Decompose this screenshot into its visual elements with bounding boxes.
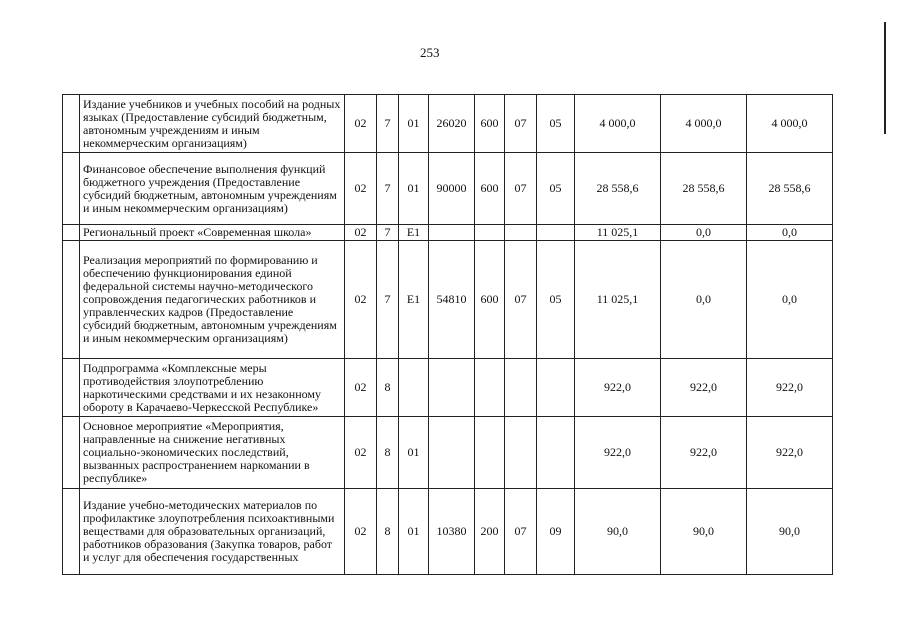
direction-code-cell: 26020 bbox=[429, 95, 475, 153]
measure-code-cell: 01 bbox=[399, 489, 429, 575]
subprogram-code-cell: 8 bbox=[377, 417, 399, 489]
section-cell: 07 bbox=[505, 95, 537, 153]
measure-code-cell: E1 bbox=[399, 241, 429, 359]
amount-year1-cell: 11 025,1 bbox=[575, 241, 661, 359]
program-code-cell: 02 bbox=[345, 241, 377, 359]
expense-type-cell bbox=[475, 359, 505, 417]
subsection-cell: 09 bbox=[537, 489, 575, 575]
subprogram-code-cell: 7 bbox=[377, 153, 399, 225]
section-cell: 07 bbox=[505, 153, 537, 225]
expense-type-cell bbox=[475, 225, 505, 241]
program-code-cell: 02 bbox=[345, 153, 377, 225]
row-number-cell bbox=[63, 359, 80, 417]
amount-year2-cell: 0,0 bbox=[661, 241, 747, 359]
page-edge-rule bbox=[884, 22, 886, 134]
expense-type-cell bbox=[475, 417, 505, 489]
table-row bbox=[63, 95, 833, 153]
row-name-cell: Издание учебно-методических материалов по профилактике злоупотребления психоактивными веществами для образовательных организаций, работников образования (Закупка товаров, работ и услуг для обеспечения государственных bbox=[80, 489, 345, 575]
row-name-cell: Финансовое обеспечение выполнения функций бюджетного учреждения (Предоставление субсидий бюджетным, автономным учреждениям и иным некоммерческим организациям) bbox=[80, 153, 345, 225]
table-row bbox=[63, 489, 833, 575]
amount-year3-cell: 0,0 bbox=[747, 225, 833, 241]
program-code-cell: 02 bbox=[345, 95, 377, 153]
amount-year1-cell: 922,0 bbox=[575, 417, 661, 489]
table-row bbox=[63, 241, 833, 359]
amount-year2-cell: 922,0 bbox=[661, 359, 747, 417]
program-code-cell: 02 bbox=[345, 225, 377, 241]
row-number-cell bbox=[63, 241, 80, 359]
measure-code-cell bbox=[399, 359, 429, 417]
amount-year2-cell: 4 000,0 bbox=[661, 95, 747, 153]
expense-type-cell: 600 bbox=[475, 95, 505, 153]
row-name-cell: Основное мероприятие «Мероприятия, направленные на снижение негативных социально-экономических последствий, вызванных распространением наркомании в республике» bbox=[80, 417, 345, 489]
table-row bbox=[63, 359, 833, 417]
program-code-cell: 02 bbox=[345, 417, 377, 489]
section-cell bbox=[505, 417, 537, 489]
amount-year3-cell: 922,0 bbox=[747, 417, 833, 489]
direction-code-cell: 54810 bbox=[429, 241, 475, 359]
amount-year3-cell: 0,0 bbox=[747, 241, 833, 359]
budget-table-container bbox=[62, 94, 833, 575]
measure-code-cell: 01 bbox=[399, 153, 429, 225]
amount-year3-cell: 90,0 bbox=[747, 489, 833, 575]
subsection-cell bbox=[537, 417, 575, 489]
direction-code-cell bbox=[429, 359, 475, 417]
row-number-cell bbox=[63, 489, 80, 575]
subprogram-code-cell: 7 bbox=[377, 95, 399, 153]
subprogram-code-cell: 8 bbox=[377, 359, 399, 417]
row-name-cell: Подпрограмма «Комплексные меры противодействия злоупотреблению наркотическими средствами и их незаконному обороту в Карачаево-Черкесской Республике» bbox=[80, 359, 345, 417]
amount-year1-cell: 90,0 bbox=[575, 489, 661, 575]
subsection-cell: 05 bbox=[537, 153, 575, 225]
section-cell bbox=[505, 225, 537, 241]
subsection-cell: 05 bbox=[537, 241, 575, 359]
amount-year1-cell: 4 000,0 bbox=[575, 95, 661, 153]
budget-table bbox=[62, 94, 833, 575]
subprogram-code-cell: 8 bbox=[377, 489, 399, 575]
subsection-cell: 05 bbox=[537, 95, 575, 153]
amount-year3-cell: 4 000,0 bbox=[747, 95, 833, 153]
measure-code-cell: 01 bbox=[399, 417, 429, 489]
direction-code-cell bbox=[429, 225, 475, 241]
direction-code-cell: 90000 bbox=[429, 153, 475, 225]
table-row bbox=[63, 417, 833, 489]
section-cell: 07 bbox=[505, 241, 537, 359]
amount-year2-cell: 28 558,6 bbox=[661, 153, 747, 225]
subsection-cell bbox=[537, 225, 575, 241]
amount-year1-cell: 28 558,6 bbox=[575, 153, 661, 225]
direction-code-cell bbox=[429, 417, 475, 489]
direction-code-cell: 10380 bbox=[429, 489, 475, 575]
section-cell bbox=[505, 359, 537, 417]
amount-year3-cell: 28 558,6 bbox=[747, 153, 833, 225]
measure-code-cell: E1 bbox=[399, 225, 429, 241]
amount-year1-cell: 922,0 bbox=[575, 359, 661, 417]
amount-year2-cell: 90,0 bbox=[661, 489, 747, 575]
row-number-cell bbox=[63, 153, 80, 225]
program-code-cell: 02 bbox=[345, 359, 377, 417]
row-number-cell bbox=[63, 417, 80, 489]
table-row bbox=[63, 225, 833, 241]
section-cell: 07 bbox=[505, 489, 537, 575]
program-code-cell: 02 bbox=[345, 489, 377, 575]
measure-code-cell: 01 bbox=[399, 95, 429, 153]
expense-type-cell: 600 bbox=[475, 153, 505, 225]
page-number: 253 bbox=[420, 45, 440, 60]
table-body bbox=[63, 95, 833, 575]
amount-year2-cell: 922,0 bbox=[661, 417, 747, 489]
table-row bbox=[63, 153, 833, 225]
row-name-cell: Издание учебников и учебных пособий на родных языках (Предоставление субсидий бюджетным, автономным учреждениям и иным некоммерческим организациям) bbox=[80, 95, 345, 153]
subprogram-code-cell: 7 bbox=[377, 225, 399, 241]
row-name-cell: Региональный проект «Современная школа» bbox=[80, 225, 345, 241]
expense-type-cell: 200 bbox=[475, 489, 505, 575]
subprogram-code-cell: 7 bbox=[377, 241, 399, 359]
subsection-cell bbox=[537, 359, 575, 417]
row-number-cell bbox=[63, 225, 80, 241]
expense-type-cell: 600 bbox=[475, 241, 505, 359]
amount-year2-cell: 0,0 bbox=[661, 225, 747, 241]
amount-year3-cell: 922,0 bbox=[747, 359, 833, 417]
row-number-cell bbox=[63, 95, 80, 153]
amount-year1-cell: 11 025,1 bbox=[575, 225, 661, 241]
row-name-cell: Реализация мероприятий по формированию и обеспечению функционирования единой федеральной системы научно-методического сопровождения педагогических работников и управленческих кадров (Предоставление субсидий бюджетным, автономным учреждениям и иным некоммерческим организациям) bbox=[80, 241, 345, 359]
